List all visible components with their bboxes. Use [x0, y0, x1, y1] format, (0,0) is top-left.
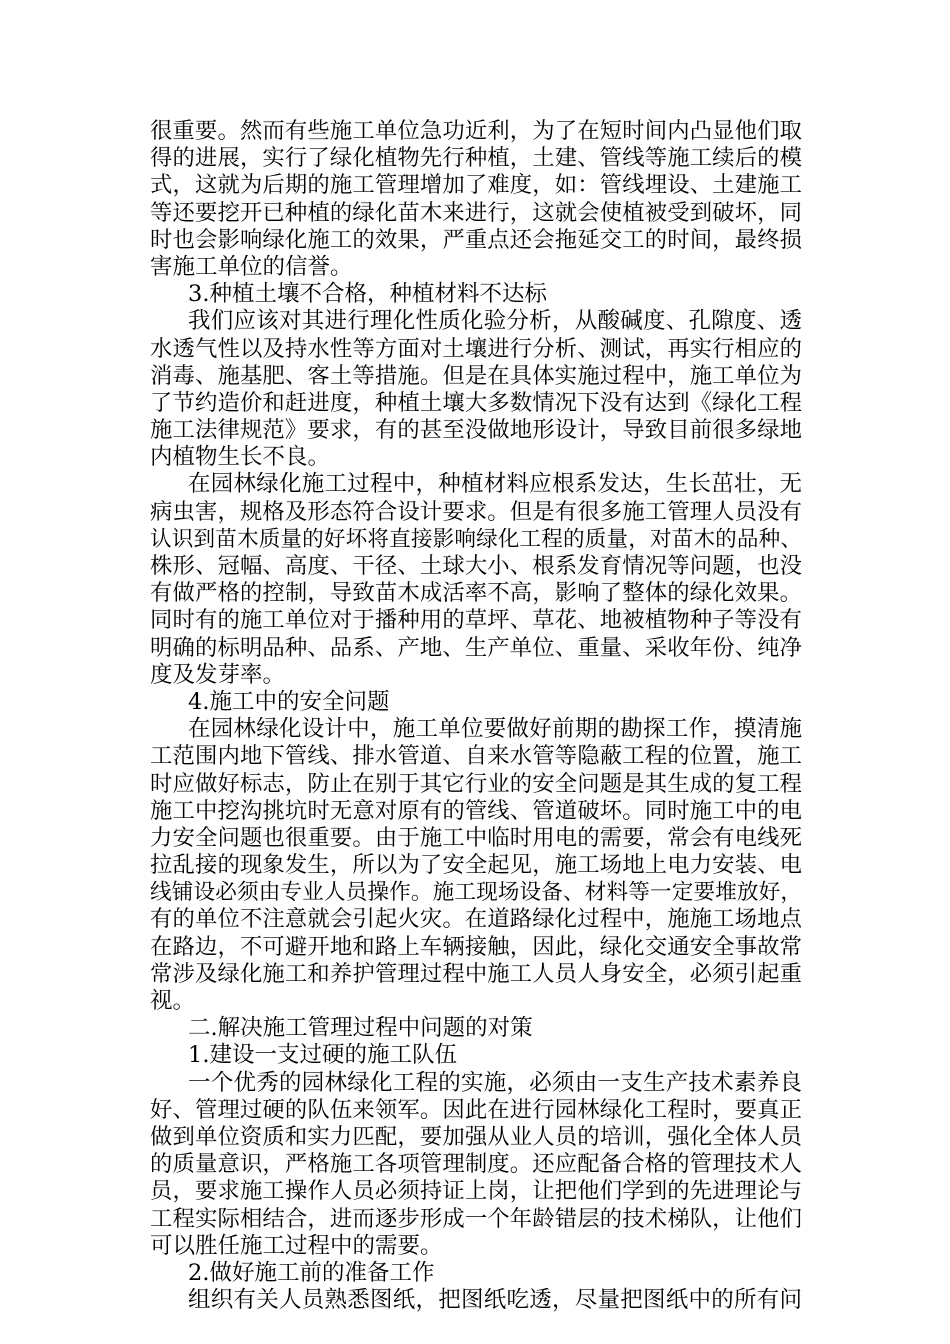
text-line: 得的进展，实行了绿化植物先行种植，土建、管线等施工续后的模	[150, 145, 802, 172]
text-line: 水透气性以及持水性等方面对土壤进行分析、测试，再实行相应的	[150, 335, 802, 362]
text-line: 好、管理过硬的队伍来领军。因此在进行园林绿化工程时，要真正	[150, 1096, 802, 1123]
text-line: 的质量意识，严格施工各项管理制度。还应配备合格的管理技术人	[150, 1151, 802, 1178]
text-line: 式，这就为后期的施工管理增加了难度，如：管线埋设、土建施工	[150, 172, 802, 199]
text-line: 了节约造价和赶进度，种植土壤大多数情况下没有达到《绿化工程	[150, 389, 802, 416]
text-line: 同时有的施工单位对于播种用的草坪、草花、地被植物种子等没有	[150, 607, 802, 634]
text-line: 1.建设一支过硬的施工队伍	[188, 1042, 457, 1069]
text-line: 2.做好施工前的准备工作	[188, 1259, 435, 1286]
text-line: 在园林绿化设计中，施工单位要做好前期的勘探工作，摸清施	[188, 716, 802, 743]
text-line: 一个优秀的园林绿化工程的实施，必须由一支生产技术素养良	[188, 1069, 802, 1096]
text-line: 3.种植土壤不合格，种植材料不达标	[188, 281, 547, 308]
text-line: 工程实际相结合，进而逐步形成一个年龄错层的技术梯队，让他们	[150, 1205, 802, 1232]
text-line: 视。	[150, 988, 196, 1014]
text-line: 常涉及绿化施工和养护管理过程中施工人员人身安全，必须引起重	[150, 960, 802, 987]
text-line: 很重要。然而有些施工单位急功近利，为了在短时间内凸显他们取	[150, 118, 802, 144]
document-body	[150, 118, 802, 1314]
text-line: 施工中挖沟挑坑时无意对原有的管线、管道破坏。同时施工中的电	[150, 797, 802, 824]
text-line: 消毒、施基肥、客土等措施。但是在具体实施过程中，施工单位为	[150, 362, 802, 389]
text-line: 二.解决施工管理过程中问题的对策	[188, 1015, 533, 1042]
text-line: 4.施工中的安全问题	[188, 688, 390, 715]
text-line: 时应做好标志，防止在别于其它行业的安全问题是其生成的复工程	[150, 770, 802, 797]
text-line: 明确的标明品种、品系、产地、生产单位、重量、采收年份、纯净	[150, 634, 802, 661]
text-line: 认识到苗木质量的好坏将直接影响绿化工程的质量，对苗木的品种、	[150, 526, 802, 552]
text-line: 内植物生长不良。	[150, 444, 331, 471]
text-line: 拉乱接的现象发生，所以为了安全起见，施工场地上电力安装、电	[150, 852, 802, 879]
text-line: 有做严格的控制，导致苗木成活率不高，影响了整体的绿化效果。	[150, 580, 802, 607]
text-line: 害施工单位的信誉。	[150, 253, 353, 280]
text-line: 线铺设必须由专业人员操作。施工现场设备、材料等一定要堆放好，	[150, 880, 802, 906]
text-line: 工范围内地下管线、排水管道、自来水管等隐蔽工程的位置，施工	[150, 743, 802, 770]
text-line: 做到单位资质和实力匹配，要加强从业人员的培训，强化全体人员	[150, 1123, 802, 1150]
text-line: 在路边，不可避开地和路上车辆接触，因此，绿化交通安全事故常	[150, 933, 802, 960]
text-line: 我们应该对其进行理化性质化验分析，从酸碱度、孔隙度、透	[188, 308, 802, 335]
text-line: 组织有关人员熟悉图纸，把图纸吃透，尽量把图纸中的所有问	[188, 1287, 802, 1314]
text-line: 株形、冠幅、高度、干径、土球大小、根系发育情况等问题，也没	[150, 553, 802, 579]
text-line: 施工法律规范》要求，有的甚至没做地形设计，导致目前很多绿地	[150, 417, 802, 444]
text-line: 有的单位不注意就会引起火灾。在道路绿化过程中，施施工场地点	[150, 906, 802, 933]
text-line: 时也会影响绿化施工的效果，严重点还会拖延交工的时间，最终损	[150, 226, 802, 253]
text-line: 可以胜任施工过程中的需要。	[150, 1232, 443, 1259]
text-line: 在园林绿化施工过程中，种植材料应根系发达，生长茁壮，无	[188, 471, 802, 498]
text-line: 力安全问题也很重要。由于施工中临时用电的需要，常会有电线死	[150, 824, 802, 851]
text-line: 员，要求施工操作人员必须持证上岗，让把他们学到的先进理论与	[150, 1178, 802, 1205]
text-line: 等还要挖开已种植的绿化苗木来进行，这就会使植被受到破坏，同	[150, 199, 802, 226]
text-line: 度及发芽率。	[150, 661, 286, 688]
text-line: 病虫害，规格及形态符合设计要求。但是有很多施工管理人员没有	[150, 498, 802, 525]
